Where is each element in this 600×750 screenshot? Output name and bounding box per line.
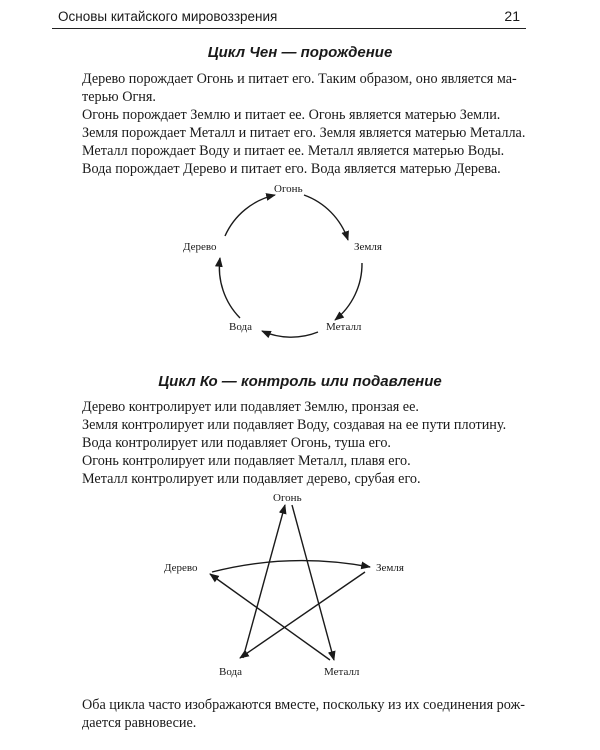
ko-cycle-diagram: [0, 490, 600, 680]
arrow-water-to-fire: [243, 505, 285, 658]
text-line: терью Огня.: [82, 89, 156, 105]
label-fire: Огонь: [274, 183, 303, 195]
label-water: Вода: [229, 321, 252, 333]
cheng-cycle-diagram: [0, 178, 600, 348]
ko-cycle-heading: Цикл Ко — контроль или подавление: [158, 373, 442, 390]
label-fire: Огонь: [273, 492, 302, 504]
label-wood: Дерево: [183, 241, 217, 253]
arrow-earth-to-water: [240, 572, 365, 658]
text-line: Дерево порождает Огонь и питает его. Таким образом, оно является ма-: [82, 71, 517, 87]
text-line: Вода контролирует или подавляет Огонь, туша его.: [82, 435, 391, 451]
label-metal: Металл: [324, 666, 360, 678]
text-line: Огонь контролирует или подавляет Металл, плавя его.: [82, 453, 411, 469]
arrow-metal-to-water: [262, 331, 318, 337]
closing-text: [82, 696, 528, 732]
text-line: Металл контролирует или подавляет дерево, срубая его.: [82, 471, 421, 487]
label-earth: Земля: [354, 241, 382, 253]
label-earth: Земля: [376, 562, 404, 574]
text-line: Земля порождает Металл и питает его. Земля является матерью Металла.: [82, 125, 526, 141]
arrow-earth-to-metal: [335, 263, 362, 320]
cheng-cycle-heading: Цикл Чен — порождение: [207, 44, 393, 61]
label-wood: Дерево: [164, 562, 198, 574]
page-header: [52, 6, 526, 29]
text-line: Дерево контролирует или подавляет Землю, пронзая ее.: [82, 399, 419, 415]
label-metal: Металл: [326, 321, 362, 333]
arrow-wood-to-earth: [212, 561, 370, 572]
text-line: Оба цикла часто изображаются вместе, поскольку из их соединения рож-: [82, 697, 526, 713]
arrow-fire-to-earth: [304, 195, 348, 240]
arrow-water-to-wood: [219, 258, 240, 318]
page-number: 21: [504, 8, 520, 24]
text-line: Земля контролирует или подавляет Воду, создавая на ее пути плотину.: [82, 417, 507, 433]
text-line: Вода порождает Дерево и питает его. Вода является матерью Дерева.: [82, 161, 501, 177]
running-title: Основы китайского мировоззрения: [58, 9, 278, 24]
ko-cycle-text: [82, 398, 528, 488]
text-line: дается равновесие.: [82, 715, 197, 731]
text-line: Огонь порождает Землю и питает ее. Огонь является матерью Земли.: [82, 107, 501, 123]
arrow-wood-to-fire: [225, 195, 275, 236]
text-line: Металл порождает Воду и питает ее. Металл является матерью Воды.: [82, 143, 505, 159]
label-water: Вода: [219, 666, 242, 678]
cheng-cycle-text: [82, 70, 528, 178]
arrow-metal-to-wood: [210, 574, 330, 660]
